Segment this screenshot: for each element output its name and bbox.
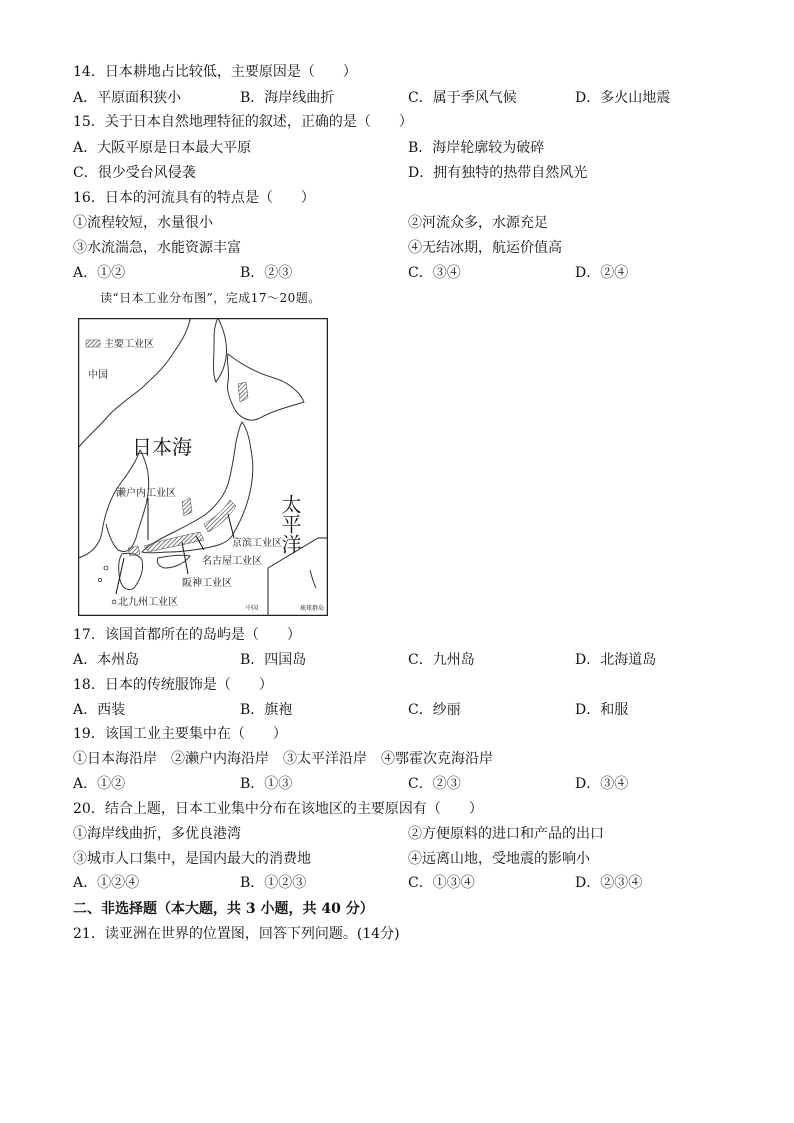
q16-option-d: D．②④ bbox=[575, 265, 629, 281]
q14-option-a: A．平原面积狭小 bbox=[73, 90, 182, 106]
q17-option-b: B．四国岛 bbox=[240, 652, 307, 668]
q20-option-c: C．①③④ bbox=[408, 875, 475, 891]
q14-option-c: C．属于季风气候 bbox=[408, 90, 517, 106]
q18-option-d: D．和服 bbox=[575, 702, 629, 718]
q17-option-d: D．北海道岛 bbox=[575, 652, 657, 668]
q19-option-a: A．①② bbox=[73, 776, 126, 792]
q15-option-d: D．拥有独特的热带自然风光 bbox=[408, 165, 588, 181]
q19-option-c: C．②③ bbox=[408, 776, 461, 792]
q16-option-a: A．①② bbox=[73, 265, 126, 281]
q20-statement-3: ③城市人口集中，是国内最大的消费地 bbox=[73, 851, 311, 867]
q19-option-b: B．①③ bbox=[240, 776, 293, 792]
section-2-heading: 二、非选择题（本大题，共 3 小题，共 40 分） bbox=[73, 901, 374, 917]
q16-statement-4: ④无结冰期，航运价值高 bbox=[408, 240, 562, 256]
q20-option-a: A．①②④ bbox=[73, 875, 140, 891]
setouchi-label: 濑户内工业区 bbox=[116, 488, 176, 499]
q20-statement-2: ②方便原料的进口和产品的出口 bbox=[408, 826, 604, 842]
question-20-stem: 20．结合上题，日本工业集中分布在该地区的主要原因有（ ） bbox=[73, 801, 483, 817]
q19-option-d: D．③④ bbox=[575, 776, 629, 792]
q15-option-a: A．大阪平原是日本最大平原 bbox=[73, 140, 252, 156]
q16-statement-2: ②河流众多，水源充足 bbox=[408, 215, 548, 231]
pacific-label: 太平洋 bbox=[278, 494, 302, 554]
q16-statement-1: ①流程较短，水量很小 bbox=[73, 215, 213, 231]
sea-of-japan-label: 日本海 bbox=[132, 435, 192, 459]
japan-industry-map bbox=[78, 318, 328, 616]
q14-option-d: D．多火山地震 bbox=[575, 90, 671, 106]
nagoya-label: 名古屋工业区 bbox=[202, 556, 262, 567]
legend-swatch bbox=[86, 340, 100, 347]
q20-option-d: D．②③④ bbox=[575, 875, 643, 891]
question-16-stem: 16．日本的河流具有的特点是（ ） bbox=[73, 190, 315, 206]
q18-option-b: B．旗袍 bbox=[240, 702, 293, 718]
question-15-stem: 15．关于日本自然地理特征的叙述，正确的是（ ） bbox=[73, 114, 413, 130]
question-18-stem: 18．日本的传统服饰是（ ） bbox=[73, 677, 273, 693]
q17-option-c: C．九州岛 bbox=[408, 652, 475, 668]
legend-label: 主要工业区 bbox=[104, 339, 154, 350]
q16-option-c: C．③④ bbox=[408, 265, 461, 281]
q16-statement-3: ③水流湍急，水能资源丰富 bbox=[73, 240, 241, 256]
map-frame bbox=[79, 319, 328, 616]
question-19-stem: 19．该国工业主要集中在（ ） bbox=[73, 726, 287, 742]
inset-label-left: 中国 bbox=[246, 605, 259, 612]
question-17-stem: 17．该国首都所在的岛屿是（ ） bbox=[73, 627, 301, 643]
china-label: 中国 bbox=[88, 370, 108, 381]
q15-option-c: C．很少受台风侵袭 bbox=[73, 165, 196, 181]
q14-option-b: B．海岸线曲折 bbox=[240, 90, 335, 106]
q20-statement-4: ④远离山地，受地震的影响小 bbox=[408, 851, 590, 867]
kitakyushu-label: 北九州工业区 bbox=[118, 597, 178, 608]
hanshin-label: 阪神工业区 bbox=[182, 578, 232, 589]
q20-statement-1: ①海岸线曲折，多优良港湾 bbox=[73, 826, 241, 842]
q20-option-b: B．①②③ bbox=[240, 875, 307, 891]
inset-label-right: 琉球群岛 bbox=[300, 605, 325, 612]
question-21-stem: 21．读亚洲在世界的位置图，回答下列问题。(14分) bbox=[73, 926, 400, 942]
q17-option-a: A．本州岛 bbox=[73, 652, 140, 668]
keihin-label: 京滨工业区 bbox=[232, 538, 282, 549]
q18-option-c: C．纱丽 bbox=[408, 702, 461, 718]
q19-statements: ①日本海沿岸 ②濑户内海沿岸 ③太平洋沿岸 ④鄂霍次克海沿岸 bbox=[73, 751, 493, 767]
reading-note: 读“日本工业分布图”，完成17～20题。 bbox=[100, 291, 321, 305]
question-14-stem: 14．日本耕地占比较低，主要原因是（ ） bbox=[73, 64, 357, 80]
zone-kitakyushu bbox=[128, 546, 140, 556]
zone-hokkaido bbox=[238, 382, 248, 402]
q15-option-b: B．海岸轮廓较为破碎 bbox=[408, 140, 545, 156]
q16-option-b: B．②③ bbox=[240, 265, 293, 281]
q18-option-a: A．西装 bbox=[73, 702, 126, 718]
